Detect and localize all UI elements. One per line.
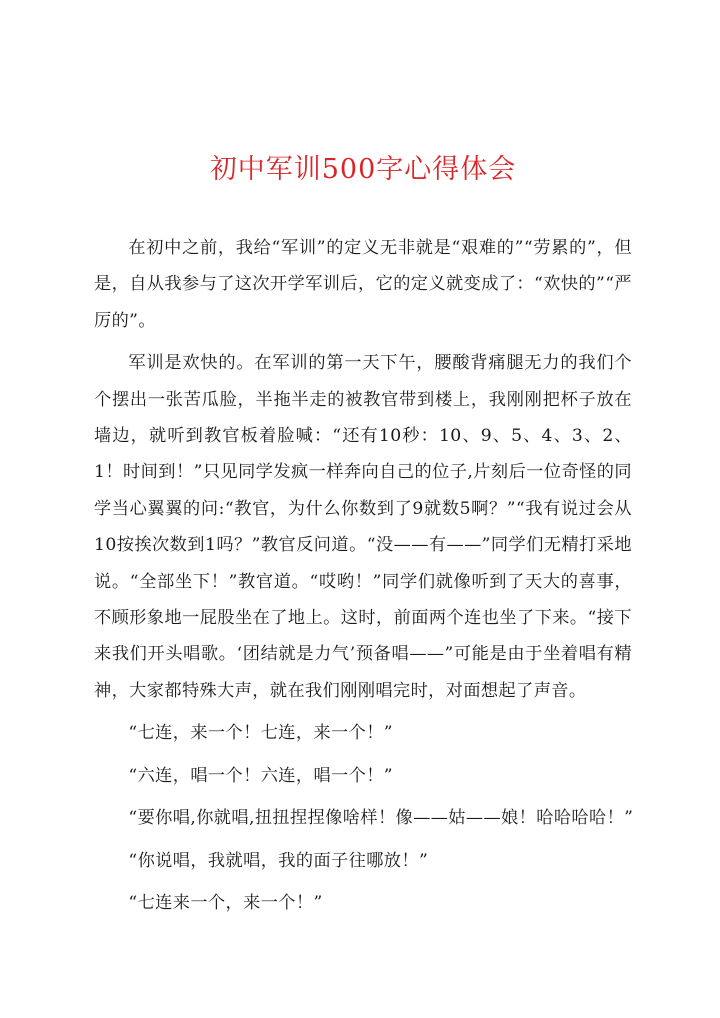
dialogue-line: “七连，来一个！七连，来一个！” — [128, 723, 393, 744]
document-title: 初中军训500字心得体会 — [209, 154, 517, 185]
dialogue-line: “六连，唱一个！六连，唱一个！” — [128, 765, 393, 786]
dialogue-line: “七连来一个，来一个！” — [128, 892, 323, 913]
paragraph-story: 军训是欢快的。在军训的第一天下午，腰酸背痛腿无力的我们个个摆出一张苦瓜脸，半拖半走的被教官带到楼上，我刚刚把杯子放在墙边，就听到教官板着脸喊：“还有10秒：10、9、5、4、3、2、1！时间到！”只见同学发疯一样奔向自己的位子,片刻后一位奇怪的同学当心翼翼的问:“教官，为什么你数到了9就数5啊？”“我有说过会从10按挨次数到1吗？”教官反问道。“没——有——”同学们无精打采地说。“全部坐下！”教官道。“哎哟！”同学们就像听到了天大的喜事，不顾形象地一屁股坐在了地上。这时，前面两个连也坐了下来。“接下来我们开头唱歌。‘团结就是力气’预备唱——”可能是由于坐着唱有精神，大家都特殊大声，就在我们刚刚唱完时，对面想起了声音。 — [94, 353, 632, 701]
dialogue-line: “要你唱,你就唱,扭扭捏捏像啥样！像——姑——娘！哈哈哈哈！” — [128, 808, 634, 829]
paragraph-intro: 在初中之前，我给“军训”的定义无非就是“艰难的”“劳累的”，但是，自从我参与了这次开学军训后，它的定义就变成了：“欢快的”“严厉的”。 — [94, 238, 632, 331]
dialogue-line: “你说唱，我就唱，我的面子往哪放！” — [128, 850, 429, 871]
